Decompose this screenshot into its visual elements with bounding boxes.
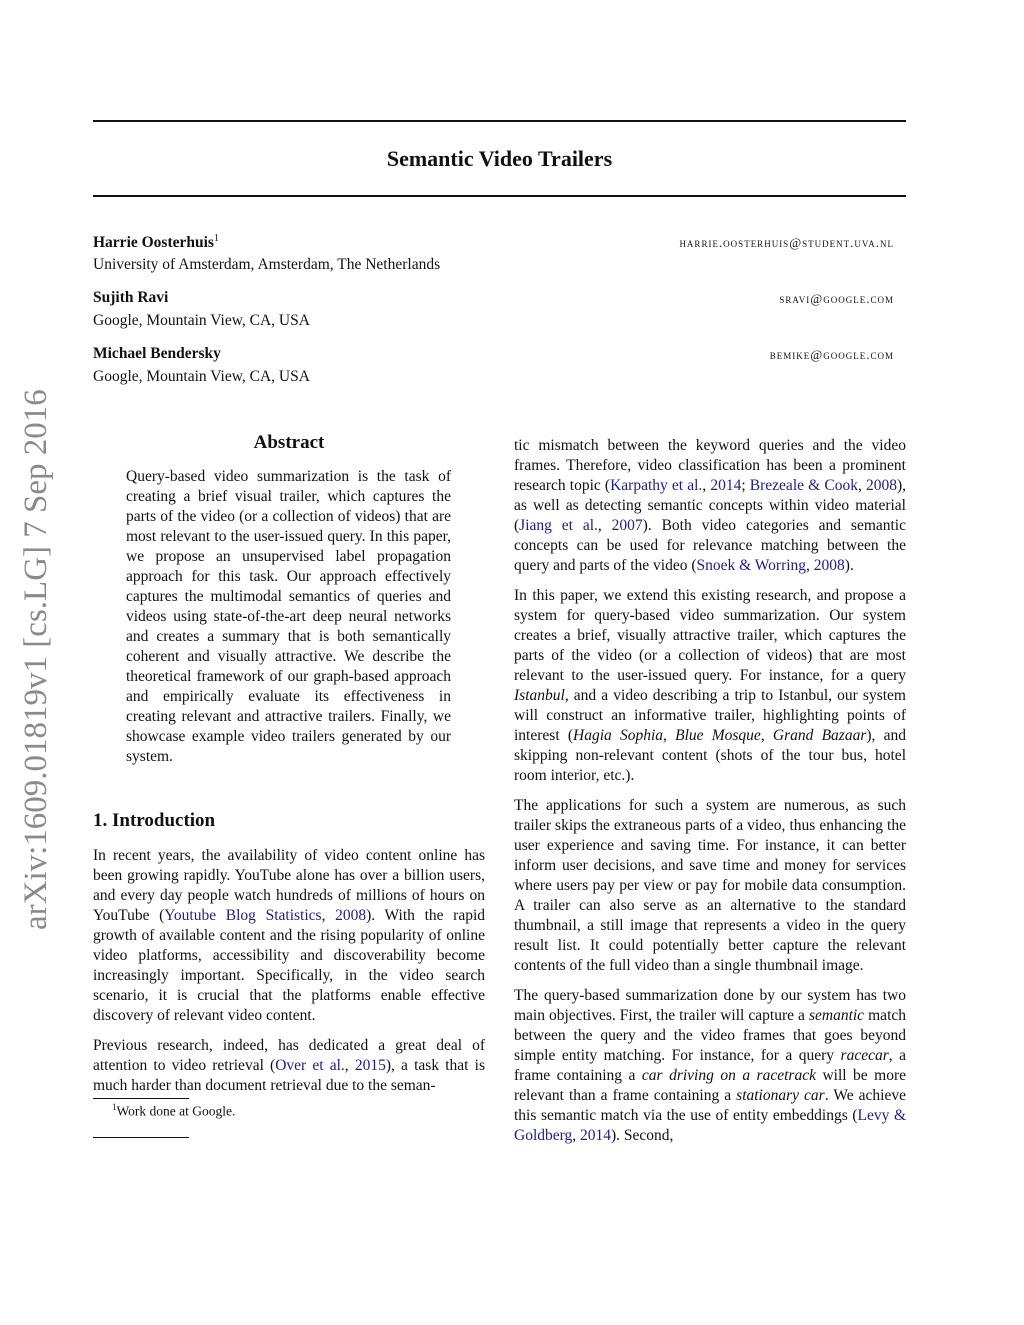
citation-link[interactable]: Jiang et al. [519,517,598,534]
footnote-bottom-rule [93,1137,189,1138]
citation-link[interactable]: Youtube Blog Statistics [164,907,322,924]
paragraph: tic mismatch between the keyword queries and the video frames. Therefore, video classification has been a prominent research topic (Karpathy et al., 2014; Brezeale & Cook, 2008), as well as detecting semantic concepts within video material (Jiang et al., 2007). Both video categories and semantic concepts can be used for relevance matching between the query and parts of the video (Snoek & Worring, 2008). [514,437,907,574]
author-affiliation: University of Amsterdam, Amsterdam, The Netherlands [93,256,441,273]
abstract-text: Query-based video summarization is the task of creating a brief visual trailer, which captures the parts of the video (or a collection of videos) that are most relevant to the user-issued query. In this paper, we propose an unsupervised label propagation approach for this task. Our approach effectively captures the multimodal semantics of queries and videos using state-of-the-art deep neural networks and creates a summary that is both semantically coherent and visually attractive. We describe the theoretical framework of our graph-based approach and empirically evaluate its effectiveness in creating relevant and attractive trailers. Finally, we showcase example video trailers generated by our system. [126,468,451,765]
author-email[interactable]: bemike@google.com [769,347,894,362]
author-email[interactable]: sravi@google.com [779,291,894,306]
paper-title: Semantic Video Trailers [386,146,613,171]
abstract-heading: Abstract [253,432,325,453]
citation-link[interactable]: 2008 [865,477,897,494]
paragraph: The applications for such a system are numerous, as such trailer skips the extraneous parts of a video, thus enhancing the user experience and saving time. For instance, it can better inform user decisions, and save time and money for services where users pay per view or pay for mobile data consumption. A trailer can also serve as an alternative to the standard thumbnail, a still image that represents a video in the query result list. It could potentially better capture the relevant contents of the full video than a single thumbnail image. [514,797,906,974]
citation-link[interactable]: Brezeale & Cook [749,477,858,494]
right-column [514,436,906,1156]
title-bottom-rule [93,195,906,197]
author-name: Michael Bendersky [93,345,221,362]
paragraph: In this paper, we extend this existing research, and propose a system for query-based video summarization. Our system creates a brief, visually attractive trailer, which captures the parts of the video (or a collection of videos) that are most relevant to the user-issued query. For instance, for a query Istanbul, and a video describing a trip to Istanbul, our system will construct an informative trailer, highlighting points of interest (Hagia Sophia, Blue Mosque, Grand Bazaar), and skipping non-relevant content (shots of the tour bus, hotel room interior, etc.). [514,587,907,784]
author-name: Sujith Ravi [93,289,169,306]
author-name: Harrie Oosterhuis$^1$ [93,233,219,252]
left-column [93,810,485,1106]
author-affiliation: Google, Mountain View, CA, USA [93,312,310,329]
citation-link[interactable]: Levy & Goldberg [514,1107,906,1144]
footnote: $^1$Work done at Google. [112,1102,236,1119]
author-email[interactable]: harrie.oosterhuis@student.uva.nl [679,235,894,250]
author-affiliation: Google, Mountain View, CA, USA [93,368,310,385]
section-heading: 1. Introduction [93,810,216,831]
citation-link[interactable]: 2014 [710,477,742,494]
citation-link[interactable]: Over et al. [275,1057,345,1074]
citation-link[interactable]: 2015 [354,1057,386,1074]
footnote-rule [93,1098,189,1099]
citation-link[interactable]: 2008 [813,557,845,574]
citation-link[interactable]: Snoek & Worring [696,557,807,574]
citation-link[interactable]: 2008 [335,907,367,924]
paragraph: Previous research, indeed, has dedicated a great deal of attention to video retrieval (Over et al., 2015), a task that is much harder than document retrieval due to the seman- [93,1037,485,1094]
paragraph: In recent years, the availability of video content online has been growing rapidly. YouTube alone has over a billion users, and every day people watch hundreds of millions of hours on YouTube (Youtube Blog Statistics, 2008). With the rapid growth of available content and the rising popularity of online video platforms, accessibility and discoverability become increasingly important. Specifically, in the video search scenario, it is crucial that the platforms enable effective discovery of relevant video content. [93,847,486,1024]
citation-link[interactable]: 2014 [580,1127,612,1144]
arxiv-stamp: arXiv:1609.01819v1 [cs.LG] 7 Sep 2016 [18,389,54,930]
citation-link[interactable]: 2007 [611,517,643,534]
paragraph: The query-based summarization done by our system has two main objectives. First, the trailer will capture a semantic match between the query and the video frames that goes beyond simple entity matching. For instance, for a query racecar, a frame containing a car driving on a racetrack will be more relevant than a frame containing a stationary car. We achieve this semantic match via the use of entity embeddings (Levy & Goldberg, 2014). Second, [514,987,907,1144]
citation-link[interactable]: Karpathy et al. [610,477,703,494]
title-top-rule [93,120,906,122]
